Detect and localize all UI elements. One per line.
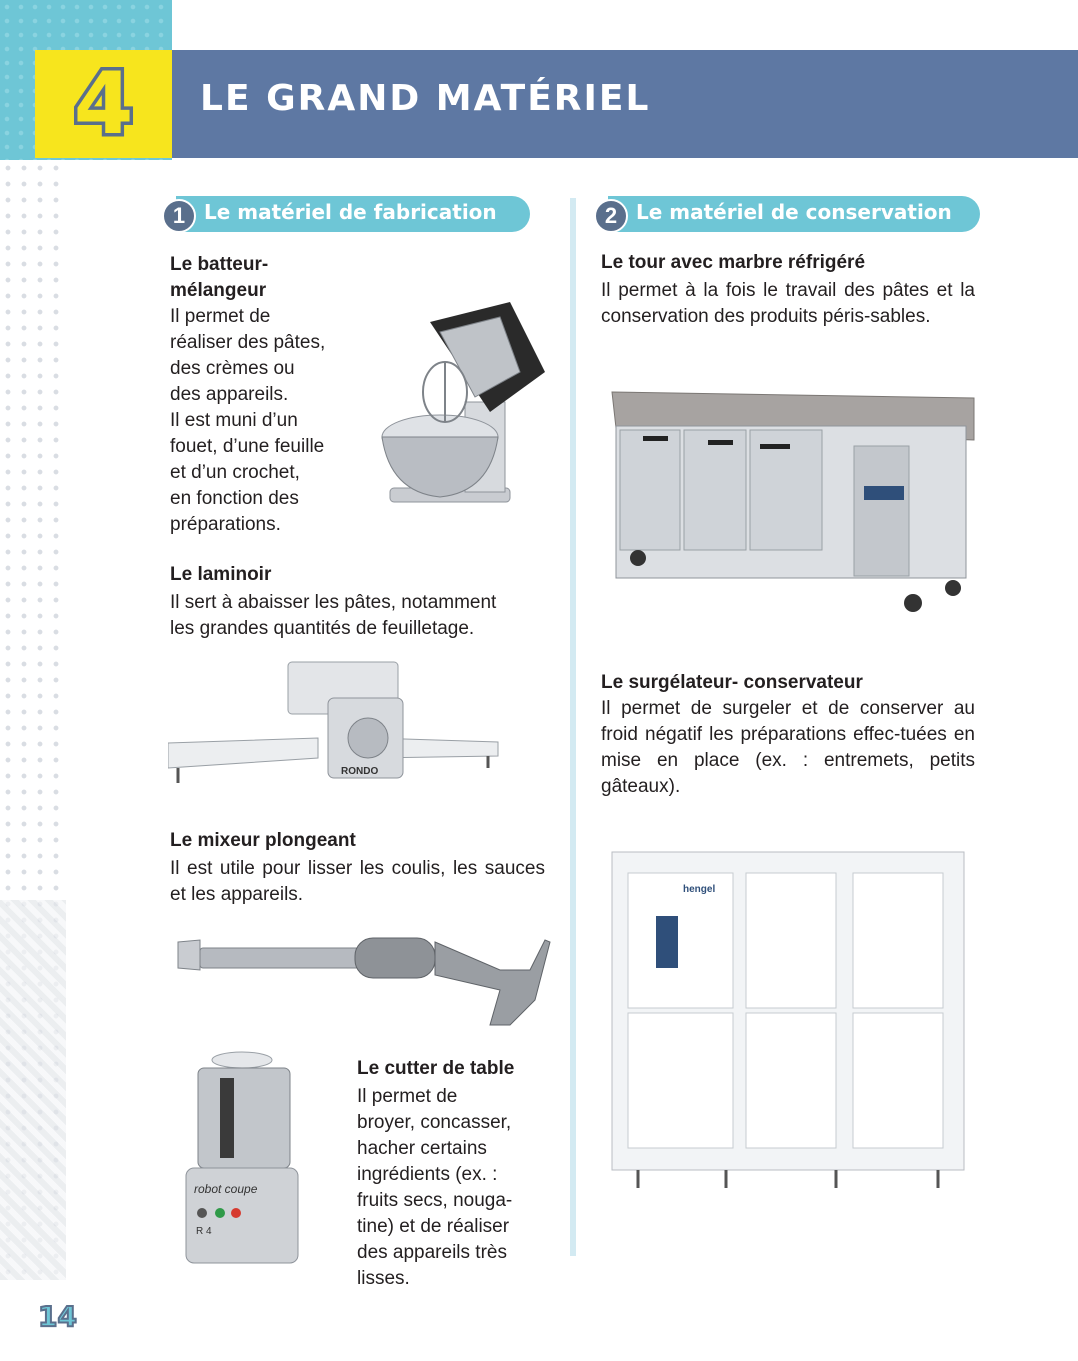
item-title-cutter: Le cutter de table xyxy=(357,1058,515,1079)
section-1-title: Le matériel de fabrication xyxy=(204,200,497,224)
page-number: 14 xyxy=(38,1300,77,1333)
margin-diamond-pattern xyxy=(0,900,66,1280)
laminoir-image xyxy=(168,658,500,798)
surgelateur-conservateur-image xyxy=(608,848,968,1193)
section-2-title: Le matériel de conservation xyxy=(636,200,952,224)
item-body-tour: Il permet à la fois le travail des pâtes et la conservation des produits péris-sables. xyxy=(601,280,975,327)
chapter-number: 4 xyxy=(73,54,134,154)
laminoir-brand-label: RONDO xyxy=(341,766,379,777)
item-title-tour: Le tour avec marbre réfrigéré xyxy=(601,252,866,273)
item-title-mixeur: Le mixeur plongeant xyxy=(170,830,356,851)
surgelateur-brand-label: hengel xyxy=(683,884,716,895)
item-body-surgelateur: Il permet de surgeler et de conserver au froid négatif les préparations effec-tuées en mise en place (ex. : entremets, petits gâteaux). xyxy=(601,698,975,797)
item-body-cutter: Il permet de broyer, concasser, hacher certains ingrédients (ex. : fruits secs, nouga- tine) et de réaliser des appareils très lisses. xyxy=(357,1086,513,1289)
mixeur-plongeant-image xyxy=(170,930,555,1040)
item-title-surgelateur: Le surgélateur- conservateur xyxy=(601,672,863,693)
page-title: LE GRAND MATÉRIEL xyxy=(200,78,651,119)
cutter-brand-label: robot coupe xyxy=(194,1182,258,1196)
cutter-de-table-image xyxy=(180,1048,310,1268)
item-title-batteur: Le batteur- mélangeur xyxy=(170,254,269,301)
item-body-mixeur: Il est utile pour lisser les coulis, les sauces et les appareils. xyxy=(170,858,545,905)
item-title-laminoir: Le laminoir xyxy=(170,564,272,585)
batteur-melangeur-image xyxy=(370,292,550,512)
section-1-number: 1 xyxy=(162,199,196,233)
item-body-laminoir: Il sert à abaisser les pâtes, notamment les grandes quantités de feuilletage. xyxy=(170,592,497,639)
tour-marbre-refrigere-image xyxy=(608,388,978,623)
cutter-model-label: R 4 xyxy=(196,1226,212,1237)
section-2-number: 2 xyxy=(594,199,628,233)
item-body-batteur: Il permet de réaliser des pâtes, des crèmes ou des appareils. Il est muni d’un fouet, d’une feuille et d’un crochet, en fonction des préparations. xyxy=(170,306,326,535)
column-divider xyxy=(570,198,576,1256)
